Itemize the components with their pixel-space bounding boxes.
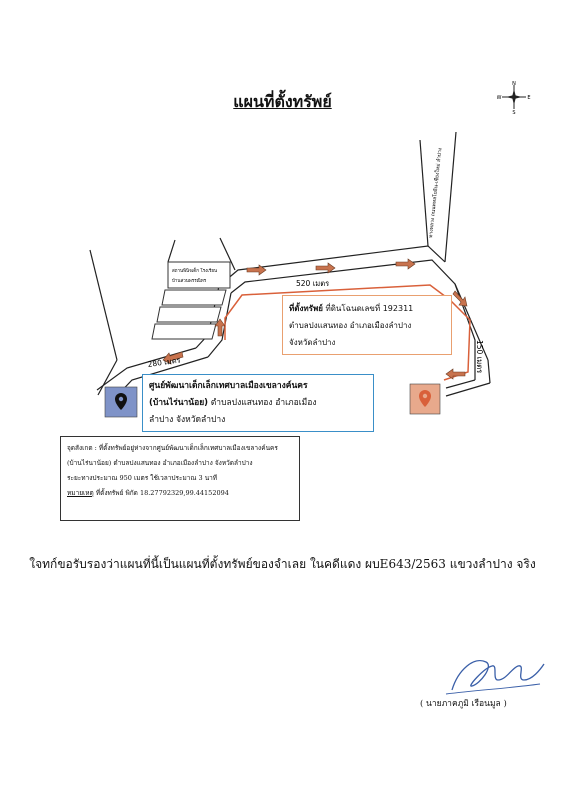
center-province: ลำปาง จังหวัดลำปาง xyxy=(149,415,226,425)
notes-line-1: จุดสังเกต : ที่ตั้งทรัพย์อยู่ห่างจากศูนย์พัฒนาเด็กเล็กเทศบาลเมืองเขลางค์นคร xyxy=(67,444,278,452)
property-label: ที่ตั้งทรัพย์ xyxy=(289,304,323,313)
signer-name: ( นายภาคภูมิ เรือนมูล ) xyxy=(420,699,507,709)
road-length-left: 280 เมตร xyxy=(147,355,182,369)
compass-e: E xyxy=(527,95,531,101)
route-arrow-icon xyxy=(453,291,467,306)
road-length-right: 150 เมตร xyxy=(475,340,484,374)
notes-box xyxy=(60,436,300,521)
center-name: ศูนย์พัฒนาเด็กเล็กเทศบาลเมืองเขลางค์นคร xyxy=(149,381,308,391)
property-subdistrict: ตำบลปงแสนทอง อำเภอเมืองลำปาง xyxy=(289,321,412,330)
building-label-1: สถานพินิจเด็ก โรงเรียน xyxy=(172,269,218,274)
property-deed: ที่ดินโฉนดเลขที่ 192311 xyxy=(322,304,414,313)
property-info-box xyxy=(282,295,452,355)
certification-statement: ใจทก์ขอรับรองว่าแผนที่นี้เป็นแผนที่ตั้งทรัพย์ของจำเลย ในคดีแดง ผบE643/2563 แขวงลำปาง จริง xyxy=(29,557,536,571)
route-arrow-icon xyxy=(446,369,465,379)
notes-remark-label: หมายเหตุ xyxy=(67,489,94,497)
notes-line-3: ระยะทางประมาณ 950 เมตร ใช้เวลาประมาณ 3 นาที xyxy=(67,474,218,482)
building-label-2: บ้านสวนพรรณิทร xyxy=(172,279,207,284)
highway-label: ทางหลวง ถนนพหลโยธิน-เชียงใหม่ ลำปาง xyxy=(428,147,444,239)
compass-s: S xyxy=(512,110,516,114)
notes-coordinates: ที่ตั้งทรัพย์ พิกัด 18.27792329,99.44152094 xyxy=(93,489,229,497)
road-length-top: 520 เมตร xyxy=(296,279,330,288)
center-info-box xyxy=(142,374,374,432)
notes-line-2: (บ้านไร่นาน้อย) ตำบลปงแสนทอง อำเภอเมืองลำปาง จังหวัดลำปาง xyxy=(67,459,253,467)
property-province: จังหวัดลำปาง xyxy=(289,338,336,347)
compass-w: W xyxy=(497,95,502,101)
route-arrow-icon xyxy=(396,259,415,269)
center-address: ตำบลปงแสนทอง อำเภอเมือง xyxy=(208,398,317,408)
center-subname: (บ้านไร่นาน้อย) xyxy=(149,398,209,408)
signature-image xyxy=(440,650,550,698)
compass-n: N xyxy=(512,81,516,87)
map-title: แผนที่ตั้งทรัพย์ xyxy=(233,92,332,111)
